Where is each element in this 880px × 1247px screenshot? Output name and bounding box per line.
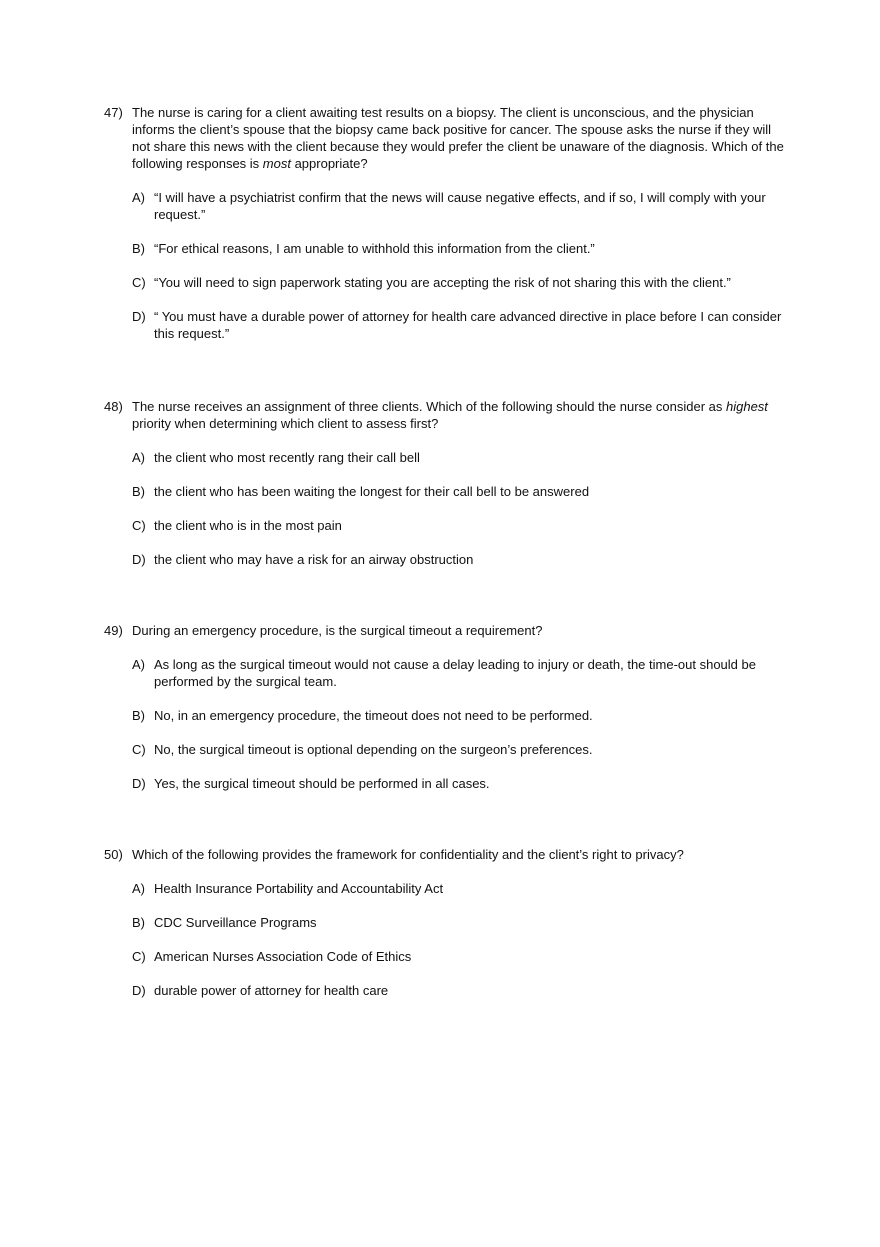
answer-options [104, 656, 784, 792]
answer-option-b [132, 707, 784, 724]
option-letter: A) [132, 881, 145, 896]
option-letter: D) [132, 552, 146, 567]
option-text: Yes, the surgical timeout should be performed in all cases. [154, 776, 490, 791]
question-48 [104, 398, 784, 585]
option-letter: D) [132, 309, 146, 324]
question-text-end: priority when determining which client to assess first? [132, 416, 439, 431]
option-letter: A) [132, 657, 145, 672]
option-letter: B) [132, 241, 145, 256]
question-text-end: appropriate? [290, 156, 368, 171]
answer-option-a [132, 189, 784, 223]
answer-option-d [132, 982, 784, 999]
option-text: durable power of attorney for health care [154, 983, 389, 998]
answer-option-c [132, 274, 784, 291]
answer-option-d [132, 308, 784, 342]
option-text: the client who may have a risk for an airway obstruction [154, 552, 474, 567]
answer-option-a [132, 880, 784, 897]
question-emphasis: most [262, 156, 291, 171]
question-stem [104, 846, 784, 863]
option-text: “ You must have a durable power of attorney for health care advanced directive in place before I can consider this request.” [154, 309, 782, 341]
answer-option-b [132, 240, 784, 257]
option-text: No, the surgical timeout is optional depending on the surgeon’s preferences. [154, 742, 593, 757]
option-text: Health Insurance Portability and Accountability Act [154, 881, 444, 896]
question-number: 48) [104, 399, 123, 414]
option-letter: C) [132, 275, 146, 290]
option-letter: D) [132, 776, 146, 791]
answer-option-d [132, 551, 784, 568]
answer-option-c [132, 517, 784, 534]
answer-options [104, 189, 784, 342]
answer-options [104, 449, 784, 568]
option-text: the client who has been waiting the longest for their call bell to be answered [154, 484, 590, 499]
question-number: 49) [104, 623, 123, 638]
answer-option-c [132, 741, 784, 758]
option-letter: B) [132, 915, 145, 930]
question-text: The nurse is caring for a client awaiting test results on a biopsy. The client is unconscious, and the physician informs the client’s spouse that the biopsy came back positive for cancer. The spouse asks the nurse if they will not share this news with the client because they would prefer the client be unaware of the diagnosis. Which of the following responses is [132, 105, 784, 171]
option-letter: B) [132, 708, 145, 723]
question-number: 47) [104, 105, 123, 120]
answer-option-b [132, 914, 784, 931]
answer-option-b [132, 483, 784, 500]
answer-option-a [132, 449, 784, 466]
option-text: “I will have a psychiatrist confirm that the news will cause negative effects, and if so, I will comply with your request.” [154, 190, 766, 222]
question-text: Which of the following provides the framework for confidentiality and the client’s right to privacy? [132, 847, 684, 862]
option-text: As long as the surgical timeout would not cause a delay leading to injury or death, the time-out should be performed by the surgical team. [154, 657, 756, 689]
answer-options [104, 880, 784, 999]
question-47 [104, 104, 784, 359]
answer-option-a [132, 656, 784, 690]
question-stem [104, 398, 784, 432]
option-text: “For ethical reasons, I am unable to withhold this information from the client.” [154, 241, 595, 256]
question-50 [104, 846, 784, 1016]
option-letter: C) [132, 949, 146, 964]
option-letter: C) [132, 742, 146, 757]
answer-option-c [132, 948, 784, 965]
option-letter: D) [132, 983, 146, 998]
question-stem [104, 104, 784, 172]
option-text: “You will need to sign paperwork stating you are accepting the risk of not sharing this with the client.” [154, 275, 731, 290]
question-text: During an emergency procedure, is the surgical timeout a requirement? [132, 623, 543, 638]
question-number: 50) [104, 847, 123, 862]
question-stem [104, 622, 784, 639]
question-emphasis: highest [725, 399, 768, 414]
answer-option-d [132, 775, 784, 792]
option-text: CDC Surveillance Programs [154, 915, 317, 930]
option-text: No, in an emergency procedure, the timeout does not need to be performed. [154, 708, 593, 723]
option-letter: A) [132, 190, 145, 205]
option-text: American Nurses Association Code of Ethics [154, 949, 412, 964]
question-49 [104, 622, 784, 809]
option-letter: A) [132, 450, 145, 465]
option-text: the client who most recently rang their call bell [154, 450, 420, 465]
option-text: the client who is in the most pain [154, 518, 342, 533]
question-text: The nurse receives an assignment of three clients. Which of the following should the nurse consider as [132, 399, 726, 414]
option-letter: C) [132, 518, 146, 533]
option-letter: B) [132, 484, 145, 499]
